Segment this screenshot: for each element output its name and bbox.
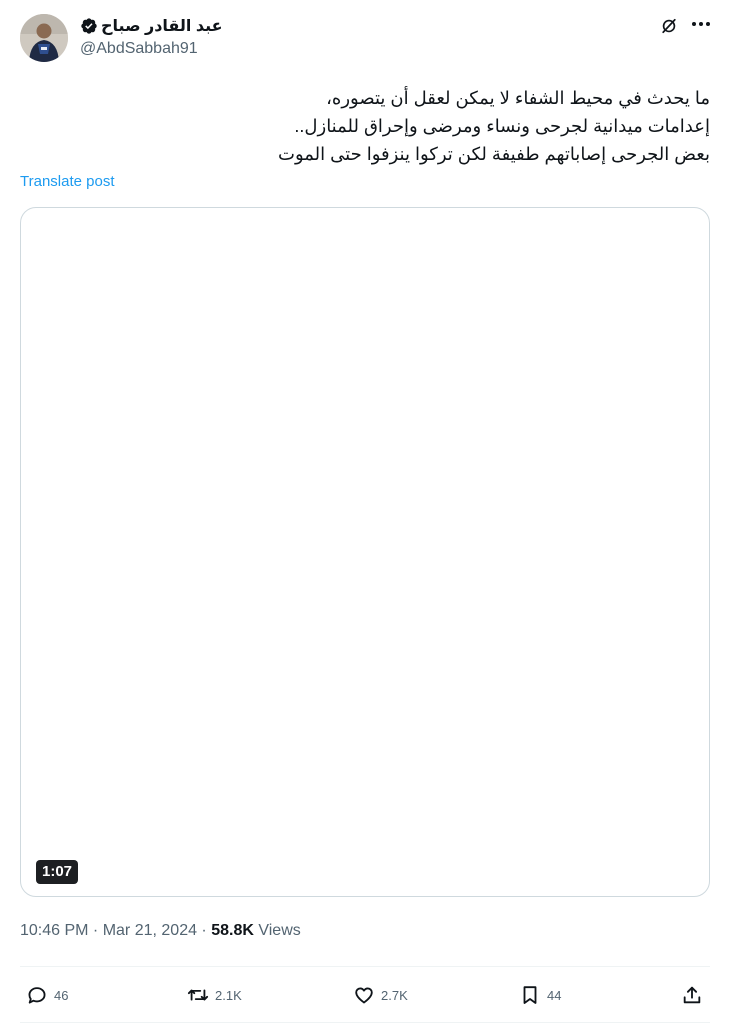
more-dot <box>699 22 703 26</box>
author-display-name[interactable]: عبد القادر صباح <box>101 18 223 35</box>
meta-separator: · <box>196 922 212 939</box>
repost-icon <box>187 984 209 1006</box>
repost-count: 2.1K <box>215 987 242 1003</box>
like-icon <box>353 984 375 1006</box>
author-name-row[interactable] <box>80 15 223 37</box>
more-icon[interactable] <box>689 12 713 36</box>
views-label: Views <box>253 922 301 939</box>
post-text <box>20 84 710 168</box>
video-duration-badge: 1:07 <box>36 860 78 884</box>
author-handle[interactable]: @AbdSabbah91 <box>80 40 198 57</box>
author-avatar[interactable] <box>20 14 68 62</box>
reply-count: 46 <box>54 987 69 1003</box>
verified-badge-icon <box>80 17 98 35</box>
post-text-line: إعدامات ميدانية لجرحى ونساء ومرضى وإحراق للمنازل.. <box>294 116 710 136</box>
bookmark-count: 44 <box>547 987 562 1003</box>
translate-post-link[interactable]: Translate post <box>20 173 115 190</box>
reply-button[interactable] <box>26 982 68 1008</box>
share-button[interactable] <box>681 982 703 1008</box>
post-text-line: ما يحدث في محيط الشفاء لا يمكن لعقل أن يتصوره، <box>326 88 710 108</box>
more-dot <box>692 22 696 26</box>
video-player[interactable] <box>20 207 710 897</box>
repost-button[interactable] <box>187 982 242 1008</box>
post-timestamp[interactable]: 10:46 PM · Mar 21, 2024 <box>20 922 197 939</box>
reply-icon <box>26 984 48 1006</box>
share-icon <box>681 984 703 1006</box>
post-meta <box>20 922 301 940</box>
post-text-line: بعض الجرحى إصاباتهم طفيفة لكن تركوا ينزفوا حتى الموت <box>278 144 710 164</box>
views-count: 58.8K <box>211 922 254 939</box>
grok-icon[interactable] <box>659 16 679 36</box>
more-dot <box>706 22 710 26</box>
like-count: 2.7K <box>381 987 408 1003</box>
divider <box>20 1022 710 1023</box>
like-button[interactable] <box>353 982 408 1008</box>
divider <box>20 966 710 967</box>
bookmark-icon <box>519 984 541 1006</box>
bookmark-button[interactable] <box>519 982 561 1008</box>
